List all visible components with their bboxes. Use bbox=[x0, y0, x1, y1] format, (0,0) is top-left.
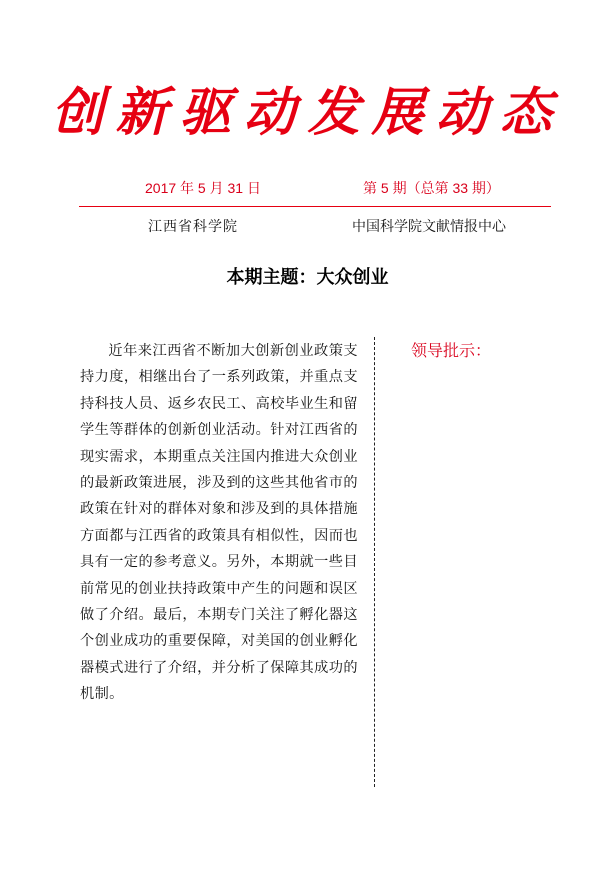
issue-date: 2017 年 5 月 31 日 bbox=[145, 180, 261, 196]
body-paragraph: 近年来江西省不断加大创新创业政策支持力度，相继出台了一系列政策，并重点支持科技人员、返乡农民工、高校毕业生和留学生等群体的创新创业活动。针对江西省的现实需求，本期重点关注国内推进大众创业的最新政策进展，涉及到的这些其他省市的政策在针对的群体对象和涉及到的具体措施方面都与江西省的政策具有相似性，因而也具有一定的参考意义。另外，本期就一些目前常见的创业扶持政策中产生的问题和误区做了介绍。最后，本期专门关注了孵化器这个创业成功的重要保障，对美国的创业孵化器模式进行了介绍，并分析了保障其成功的机制。 bbox=[80, 343, 358, 703]
publisher-organization: 江西省科学院 bbox=[148, 218, 238, 234]
issue-number: 第 5 期（总第 33 期） bbox=[363, 180, 500, 196]
publisher-center: 中国科学院文献情报中心 bbox=[352, 218, 506, 234]
masthead-title: 创新驱动发展动态 bbox=[51, 82, 564, 143]
issue-theme: 本期主题：大众创业 bbox=[226, 267, 389, 287]
header-divider bbox=[79, 206, 551, 207]
leader-approval-label: 领导批示： bbox=[411, 343, 492, 360]
column-separator bbox=[374, 337, 375, 787]
